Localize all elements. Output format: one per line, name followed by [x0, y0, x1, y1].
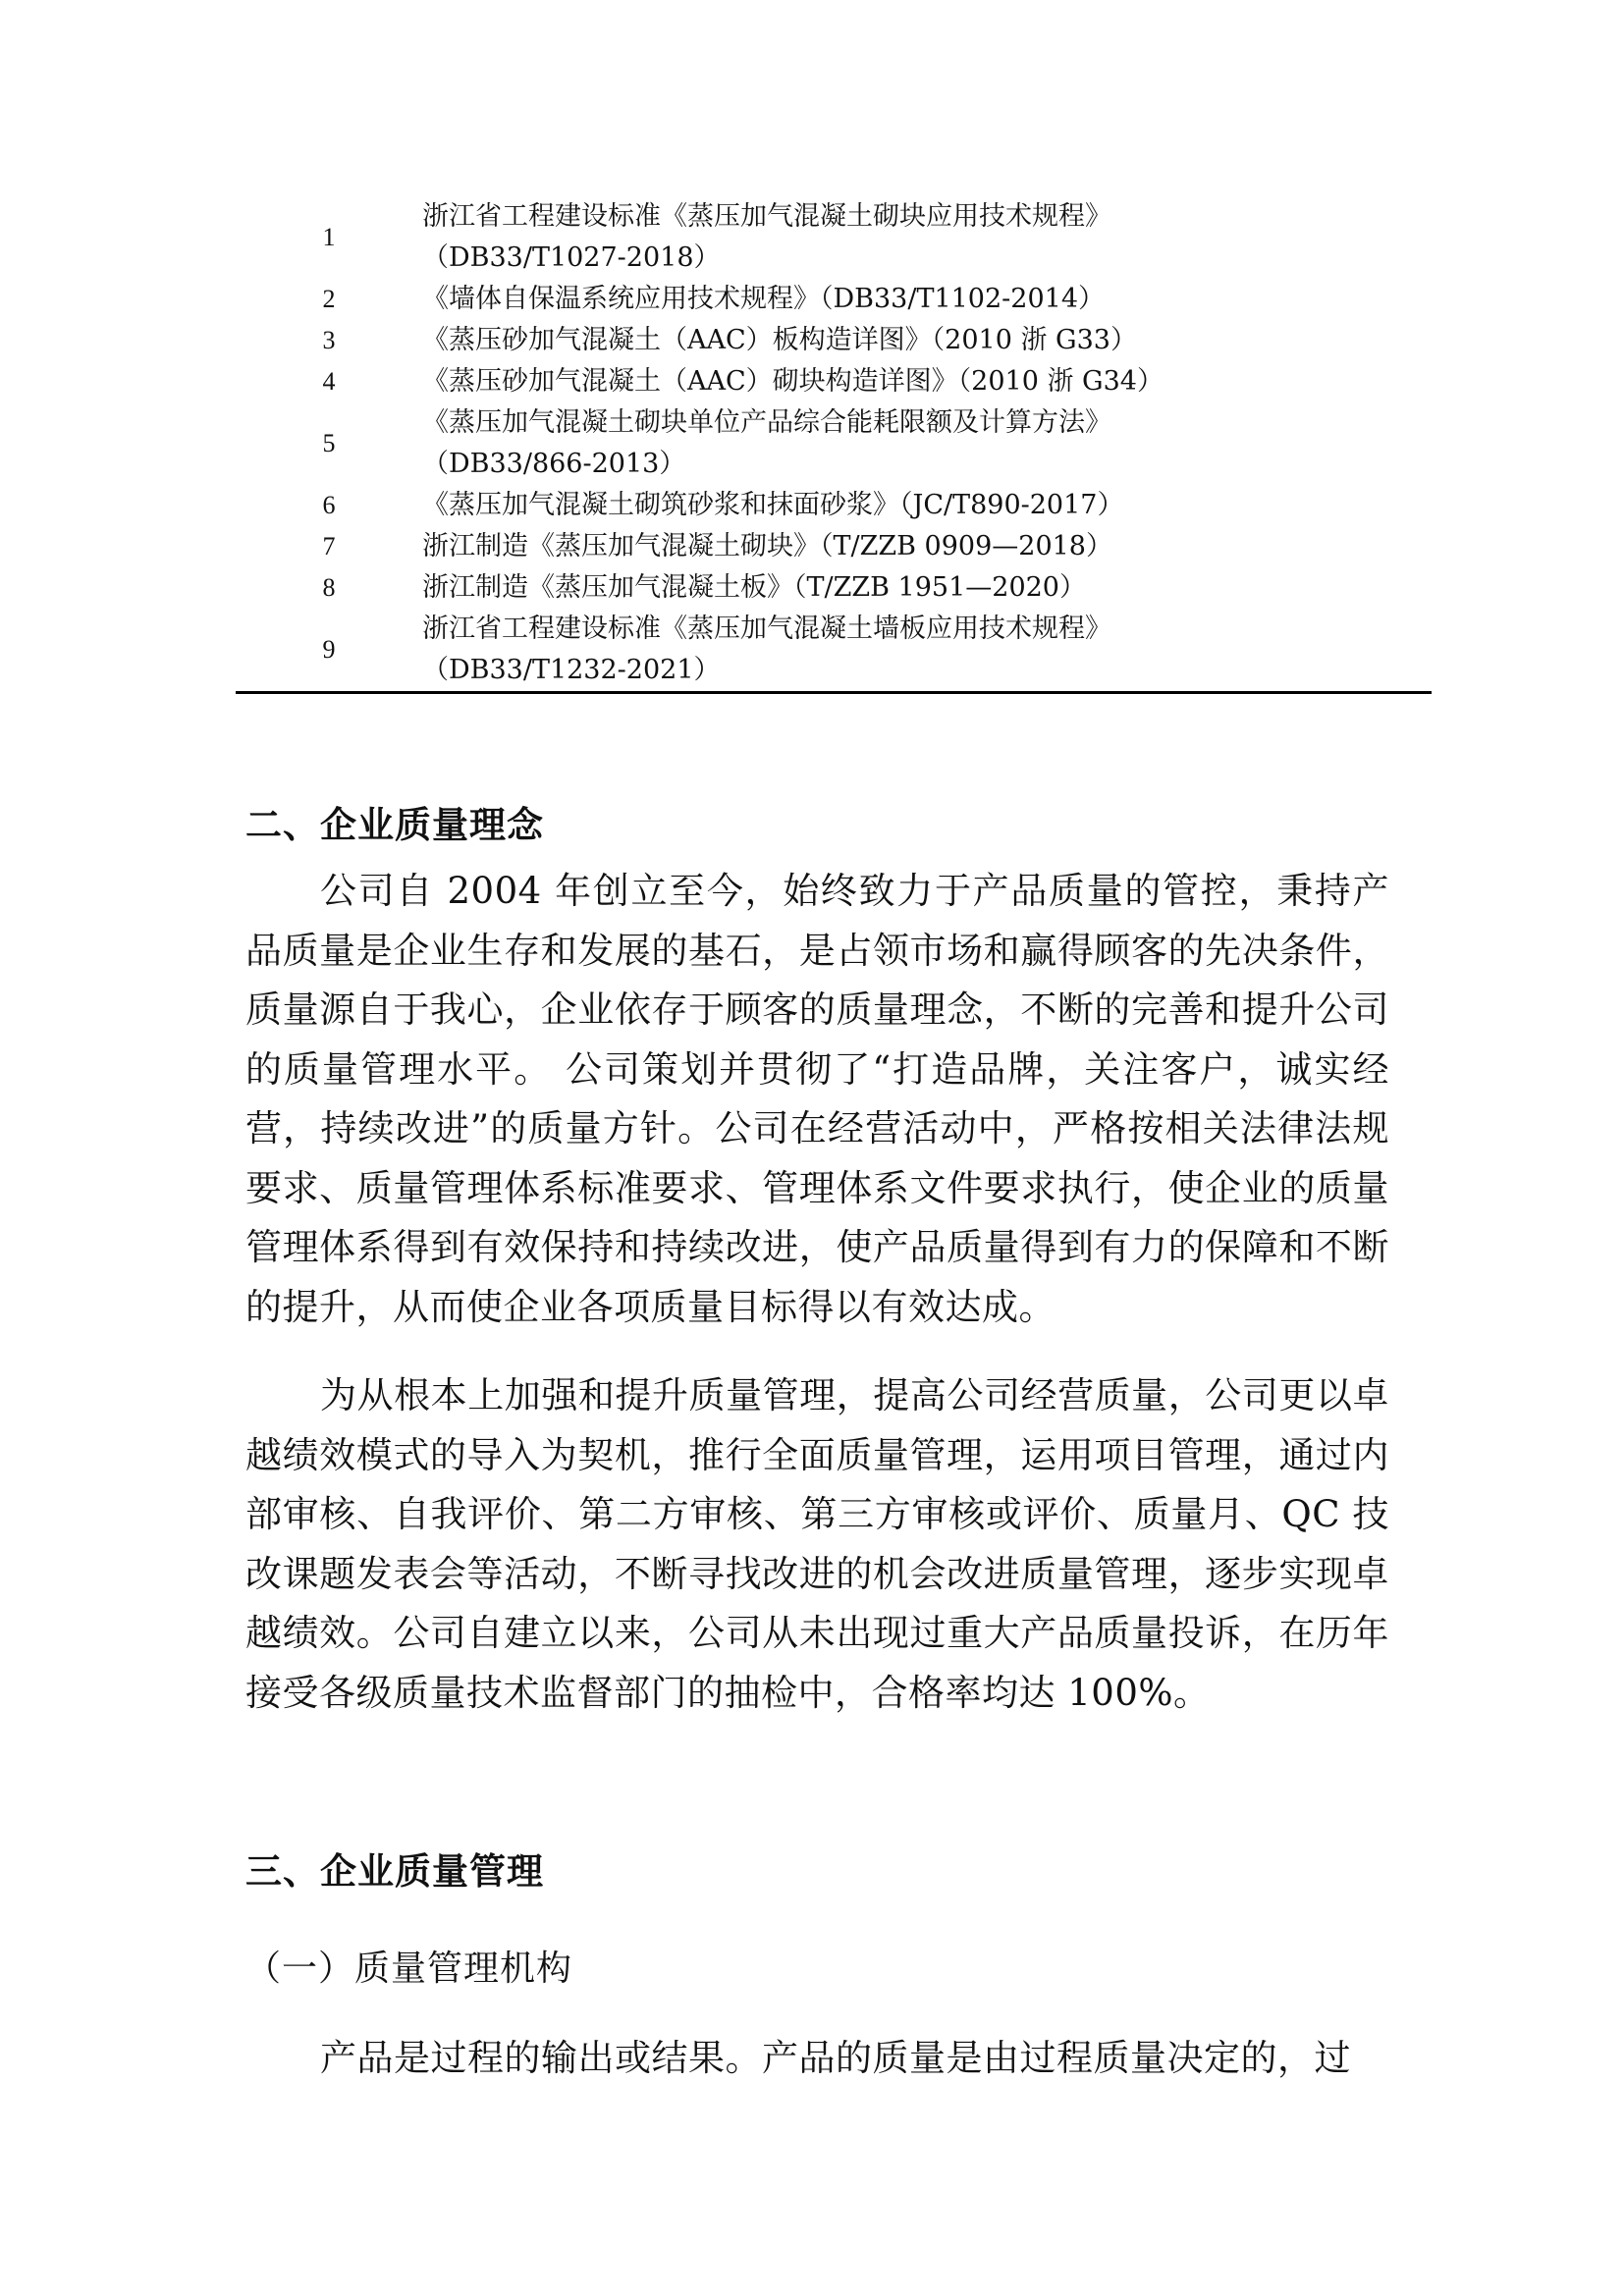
table-row [236, 485, 1432, 526]
standard-title-line: 《蒸压砂加气混凝土（AAC）板构造详图》（2010 浙 G33） [422, 325, 1137, 355]
quality-philosophy-paragraph-1: 公司自 2004 年创立至今，始终致力于产品质量的管控，秉持产品质量是企业生存和发展的基石，是占领市场和赢得顾客的先决条件，质量源自于我心，企业依存于顾客的质量理念，不断的完善和提升公司的质量管理水平。 公司策划并贯彻了“打造品牌，关注客户，诚实经营，持续改进”的质量方针。公司在经营活动中，严格按相关法律法规要求、质量管理体系标准要求、管理体系文件要求执行，使企业的质量管理体系得到有效保持和持续改进，使产品质量得到有力的保障和不断的提升，从而使企业各项质量目标得以有效达成。 [245, 870, 1389, 1328]
section-heading-quality-management: 三、企业质量管理 [245, 1850, 544, 1893]
section-heading-quality-philosophy: 二、企业质量理念 [245, 804, 544, 846]
standard-title [422, 485, 1404, 526]
standard-title [422, 526, 1404, 567]
table-row [236, 402, 1432, 485]
standard-title [422, 567, 1404, 609]
row-number: 2 [322, 285, 336, 313]
table-row [236, 361, 1432, 402]
standard-title-line: （DB33/866-2013） [422, 449, 686, 479]
standard-title-line: 浙江制造《蒸压加气混凝土砌块》（T/ZZB 0909—2018） [422, 531, 1112, 561]
standard-title-line: （DB33/T1232-2021） [422, 655, 721, 685]
standard-title [422, 361, 1404, 402]
standard-title [422, 320, 1404, 361]
standard-title-line: 浙江省工程建设标准《蒸压加气混凝土砌块应用技术规程》 [422, 201, 1111, 232]
subsection-heading-quality-org: （一）质量管理机构 [245, 1949, 573, 1989]
row-number: 3 [322, 326, 336, 354]
standard-title-line: 《蒸压加气混凝土砌筑砂浆和抹面砂浆》（JC/T890-2017） [422, 490, 1124, 520]
row-number: 5 [322, 429, 336, 457]
standard-title [422, 196, 1404, 279]
table-row [236, 567, 1432, 609]
standard-title-line: （DB33/T1027-2018） [422, 242, 721, 273]
table-row [236, 526, 1432, 567]
standard-title-line: 《蒸压加气混凝土砌块单位产品综合能耗限额及计算方法》 [422, 407, 1111, 438]
row-number: 4 [322, 367, 336, 396]
table-row [236, 320, 1432, 361]
standard-title-line: 《蒸压砂加气混凝土（AAC）砌块构造详图》（2010 浙 G34） [422, 366, 1164, 397]
table-row [236, 196, 1432, 279]
quality-philosophy-paragraph-2: 为从根本上加强和提升质量管理，提高公司经营质量，公司更以卓越绩效模式的导入为契机，推行全面质量管理，运用项目管理，通过内部审核、自我评价、第二方审核、第三方审核或评价、质量月、QC 技改课题发表会等活动，不断寻找改进的机会改进质量管理，逐步实现卓越绩效。公司自建立以来，公司从未出现过重大产品质量投诉，在历年接受各级质量技术监督部门的抽检中，合格率均达 100%。 [245, 1374, 1389, 1714]
standard-title-line: 浙江省工程建设标准《蒸压加气混凝土墙板应用技术规程》 [422, 614, 1111, 644]
standard-title-line: 浙江制造《蒸压加气混凝土板》（T/ZZB 1951—2020） [422, 572, 1086, 603]
quality-management-paragraph-1: 产品是过程的输出或结果。产品的质量是由过程质量决定的，过 [320, 2037, 1351, 2079]
row-number: 7 [322, 532, 336, 561]
table-row [236, 279, 1432, 320]
standard-title [422, 402, 1404, 485]
standard-title [422, 609, 1404, 691]
standards-table [236, 196, 1432, 694]
row-number: 1 [322, 223, 336, 251]
row-number: 8 [322, 573, 336, 602]
row-number: 6 [322, 491, 336, 519]
standard-title [422, 279, 1404, 320]
row-number: 9 [322, 635, 336, 664]
table-row [236, 609, 1432, 691]
standard-title-line: 《墙体自保温系统应用技术规程》（DB33/T1102-2014） [422, 284, 1105, 314]
